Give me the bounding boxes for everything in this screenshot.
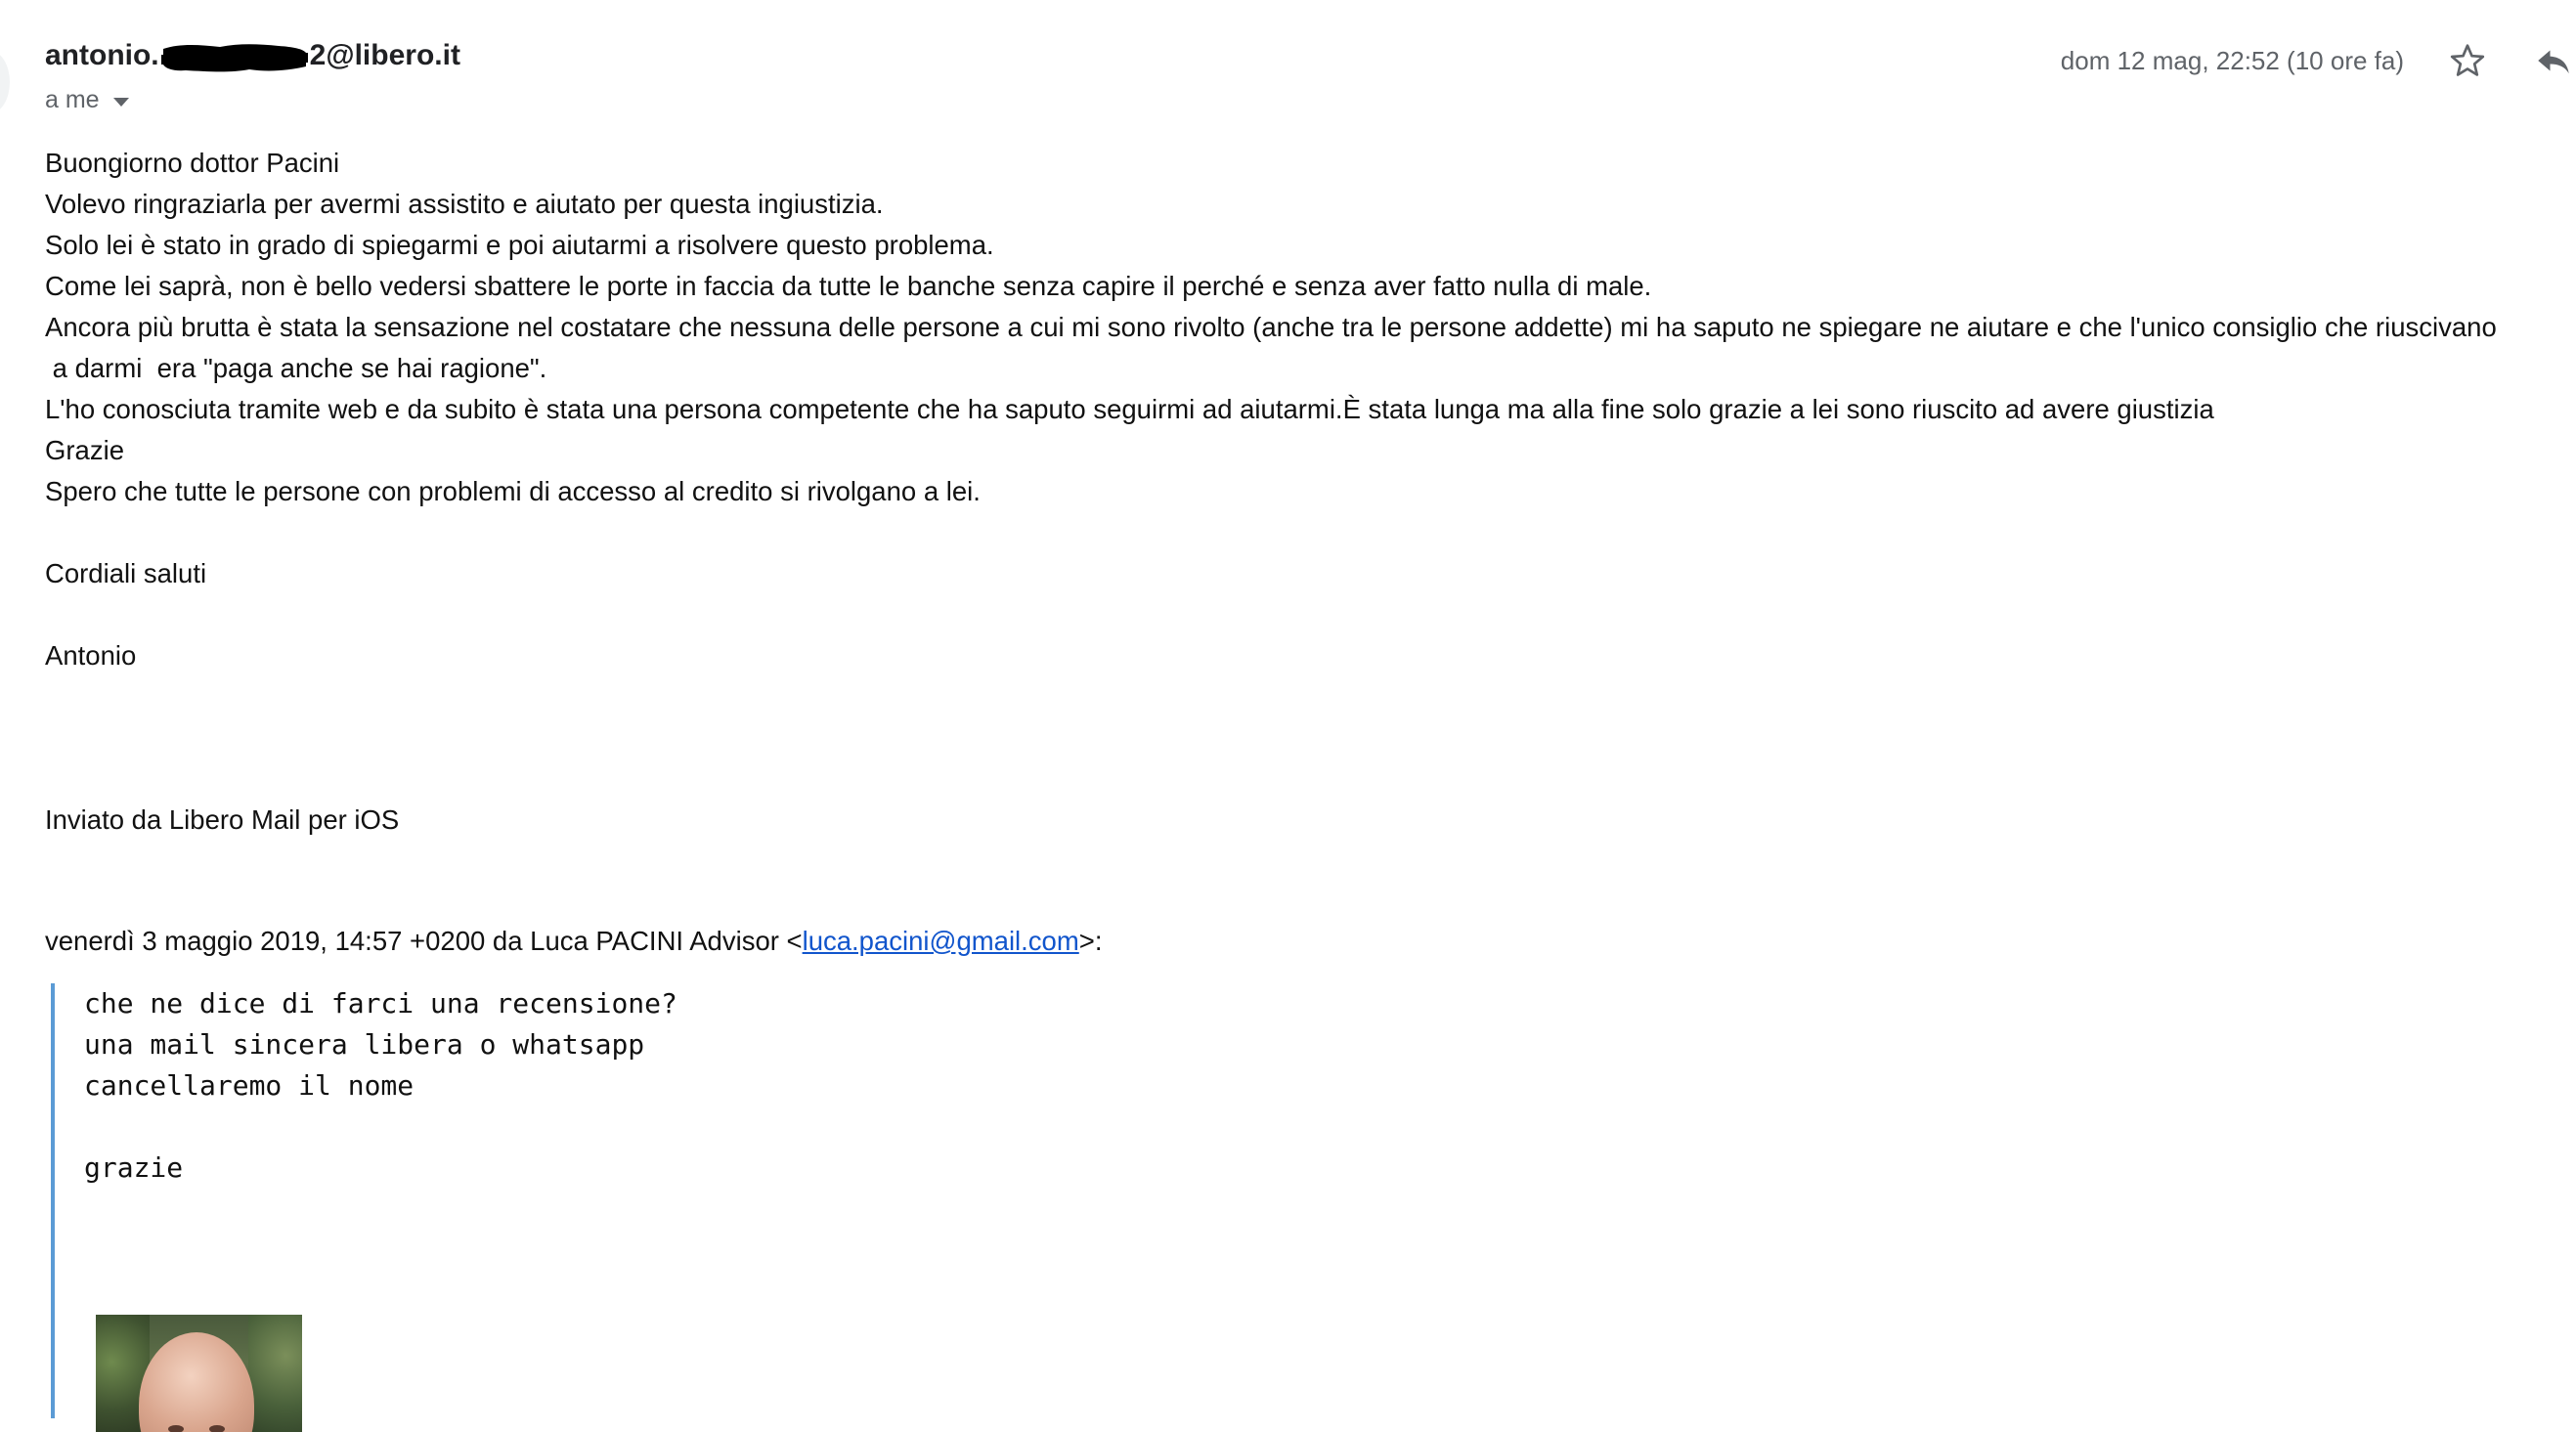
star-outline-icon bbox=[2448, 41, 2487, 80]
body-line: Grazie bbox=[45, 435, 124, 465]
sender-avatar[interactable] bbox=[0, 51, 10, 113]
body-line: a darmi era "paga anche se hai ragione". bbox=[45, 353, 547, 383]
quoted-text bbox=[84, 983, 677, 1189]
sender-address[interactable] bbox=[45, 39, 460, 72]
quote-header-prefix: venerdì 3 maggio 2019, 14:57 +0200 da Luca PACINI Advisor < bbox=[45, 926, 803, 956]
body-line: Volevo ringraziarla per avermi assistito e aiutato per questa ingiustizia. bbox=[45, 189, 884, 219]
body-line: Solo lei è stato in grado di spiegarmi e poi aiutarmi a risolvere questo problema. bbox=[45, 230, 994, 260]
signature-line: Antonio bbox=[45, 640, 137, 671]
message-body bbox=[45, 143, 2576, 841]
signature-photo bbox=[96, 1315, 302, 1432]
body-line: Come lei saprà, non è bello vedersi sbattere le porte in faccia da tutte le banche senza capire il perché e senza aver fatto nulla di male. bbox=[45, 271, 1652, 301]
recipient-label: a me bbox=[45, 86, 100, 113]
body-line: Ancora più brutta è stata la sensazione nel costatare che nessuna delle persone a cui mi sono rivolto (anche tra le persone addette) mi ha saputo ne spiegare ne aiutare e che l'unico consiglio che riuscivano bbox=[45, 312, 2497, 342]
body-line: L'ho conosciuta tramite web e da subito è stata una persona competente che ha saputo seguirmi ad aiutarmi.È stata lunga ma alla fine solo grazie a lei sono riuscito ad avere giustizia bbox=[45, 394, 2214, 424]
sender-address-end: 2@libero.it bbox=[309, 39, 460, 71]
reply-icon bbox=[2533, 40, 2574, 81]
quoted-line: una mail sincera libera o whatsapp bbox=[84, 1028, 645, 1061]
message-meta bbox=[2061, 39, 2576, 82]
sent-from-line: Inviato da Libero Mail per iOS bbox=[45, 804, 400, 835]
star-button[interactable] bbox=[2445, 38, 2490, 83]
message-header bbox=[45, 39, 2576, 117]
quote-header-suffix: >: bbox=[1078, 926, 1103, 956]
quoted-line: che ne dice di farci una recensione? bbox=[84, 987, 677, 1020]
redaction-mark bbox=[161, 41, 308, 74]
body-line: Spero che tutte le persone con problemi di accesso al credito si rivolgano a lei. bbox=[45, 476, 981, 506]
chevron-down-icon bbox=[113, 98, 129, 107]
quoted-message bbox=[51, 983, 2499, 1418]
quoted-sender-email-link[interactable]: luca.pacini@gmail.com bbox=[802, 926, 1079, 956]
recipient-details-toggle[interactable] bbox=[45, 86, 129, 114]
quote-header bbox=[45, 921, 1102, 962]
message-date: dom 12 mag, 22:52 (10 ore fa) bbox=[2060, 45, 2404, 75]
closing-line: Cordiali saluti bbox=[45, 558, 207, 588]
reply-button[interactable] bbox=[2531, 38, 2576, 83]
body-line: Buongiorno dottor Pacini bbox=[45, 148, 340, 178]
sender-address-start: antonio. bbox=[45, 39, 159, 71]
quoted-closing: grazie bbox=[84, 1151, 184, 1184]
quoted-line: cancellaremo il nome bbox=[84, 1069, 415, 1102]
